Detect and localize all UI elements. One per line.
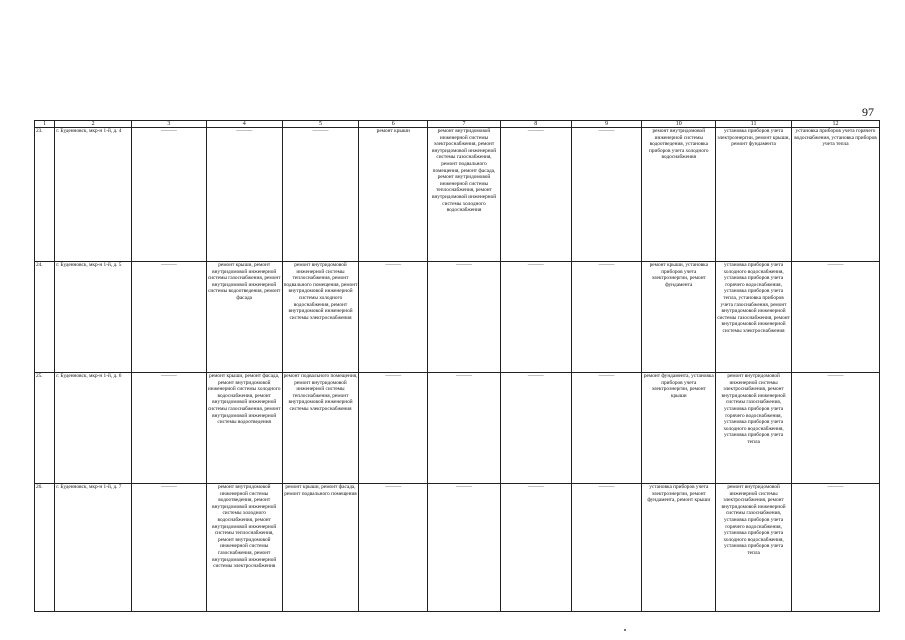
cell-col6: ——— <box>359 484 428 612</box>
cell-col8: ——— <box>500 262 571 373</box>
column-header: 9 <box>571 121 642 128</box>
cell-col11: установка приборов учета электроэнергии, ремонт крыши, ремонт фундамента <box>716 128 792 262</box>
table-row <box>35 128 880 262</box>
column-header: 5 <box>282 121 359 128</box>
cell-col3: ——— <box>132 373 207 484</box>
address-cell: г. Буденновск, мкр-н 1-й, д. 7 <box>55 484 132 612</box>
cell-col9: ——— <box>571 262 642 373</box>
cell-col9: ——— <box>571 373 642 484</box>
address-cell: г. Буденновск, мкр-н 1-й, д. 4 <box>55 128 132 262</box>
cell-col5: ремонт внутридомовой инженерной системы теплоснабжения, ремонт подвального помещения, ремонт внутридомовой инженерной системы холодного водоснабжения, ремонт внутридомовой инженерной системы электроснабжения <box>282 262 359 373</box>
cell-col9: ——— <box>571 128 642 262</box>
cell-col7: ——— <box>428 373 501 484</box>
table-row <box>35 373 880 484</box>
column-header: 8 <box>500 121 571 128</box>
cell-col3: ——— <box>132 484 207 612</box>
works-table <box>34 120 880 612</box>
cell-col10: установка приборов учета электроэнергии, ремонт фундамента, ремонт крыши <box>642 484 716 612</box>
cell-col10: ремонт крыши, установка приборов учета электроэнергии, ремонт фундамента <box>642 262 716 373</box>
cell-col7: ——— <box>428 484 501 612</box>
cell-col5: ремонт подвального помещения, ремонт внутридомовой инженерной системы теплоснабжения, ремонт внутридомовой инженерной системы электроснабжения <box>282 373 359 484</box>
cell-col7: ——— <box>428 262 501 373</box>
cell-col7: ремонт внутридомовой инженерной системы электроснабжения, ремонт внутридомовой инженерной системы газоснабжения, ремонт подвального помещения, ремонт фасада, ремонт внутридомовой инженерной системы теплоснабжения, ремонт внутридомовой инженерной системы холодного водоснабжения <box>428 128 501 262</box>
column-number-row <box>35 121 880 128</box>
cell-col8: ——— <box>500 128 571 262</box>
cell-col5: ремонт крыши, ремонт фасада, ремонт подвального помещения <box>282 484 359 612</box>
column-header: 11 <box>716 121 792 128</box>
cell-col3: ——— <box>132 262 207 373</box>
cell-col8: ——— <box>500 373 571 484</box>
row-number: 24. <box>35 262 55 373</box>
address-cell: г. Буденновск, мкр-н 1-й, д. 5 <box>55 262 132 373</box>
cell-col5: ——— <box>282 128 359 262</box>
cell-col4: ремонт крыши, ремонт внутридомовой инженерной системы газоснабжения, ремонт внутридомовой инженерной системы водоотведения, ремонт фасада <box>206 262 282 373</box>
row-number: 25. <box>35 373 55 484</box>
column-header: 3 <box>132 121 207 128</box>
column-header: 4 <box>206 121 282 128</box>
cell-col6: ремонт крыши <box>359 128 428 262</box>
cell-col12: ——— <box>791 373 879 484</box>
cell-col10: ремонт фундамента, установка приборов учета электроэнергии, ремонт крыши <box>642 373 716 484</box>
cell-col11: установка приборов учета холодного водоснабжения, установка приборов учета горячего водоснабжения, установка приборов учета тепла, установка приборов учета газоснабжения, ремонт внутридомовой инженерной системы газоснабжения, ремонт внутридомовой инженерной системы электроснабжения <box>716 262 792 373</box>
column-header: 6 <box>359 121 428 128</box>
cell-col11: ремонт внутридомовой инженерной системы электроснабжения, ремонт внутридомовой инженерной системы газоснабжения, установка приборов учета горячего водоснабжения, установка приборов учета холодного водоснабжения, установка приборов учета тепла <box>716 484 792 612</box>
page-number: 97 <box>862 105 874 119</box>
column-header: 1 <box>35 121 55 128</box>
column-header: 10 <box>642 121 716 128</box>
cell-col4: ремонт внутридомовой инженерной системы водоотведения, ремонт внутридомовой инженерной системы холодного водоснабжения, ремонт внутридомовой инженерной системы теплоснабжения, ремонт внутридомовой инженерной системы газоснабжения, ремонт внутридомовой инженерной системы электроснабжения <box>206 484 282 612</box>
column-header: 7 <box>428 121 501 128</box>
row-number: 23. <box>35 128 55 262</box>
table-row <box>35 262 880 373</box>
cell-col11: ремонт внутридомовой инженерной системы электроснабжения, ремонт внутридомовой инженерной системы газоснабжения, установка приборов учета горячего водоснабжения, установка приборов учета холодного водоснабжения, установка приборов учета тепла <box>716 373 792 484</box>
column-header: 2 <box>55 121 132 128</box>
scan-speck <box>624 629 626 631</box>
cell-col10: ремонт внутридомовой инженерной системы водоотведения, установка приборов учета холодного водоснабжения <box>642 128 716 262</box>
address-cell: г. Буденновск, мкр-н 1-й, д. 6 <box>55 373 132 484</box>
cell-col4: ремонт крыши, ремонт фасада, ремонт внутридомовой инженерной системы холодного водоснабжения, ремонт внутридомовой инженерной системы газоснабжения, ремонт внутридомовой инженерной системы водоотведения <box>206 373 282 484</box>
cell-col12: ——— <box>791 484 879 612</box>
table-row <box>35 484 880 612</box>
cell-col8: ——— <box>500 484 571 612</box>
row-number: 26. <box>35 484 55 612</box>
cell-col4: ——— <box>206 128 282 262</box>
cell-col12: ——— <box>791 262 879 373</box>
cell-col6: ——— <box>359 262 428 373</box>
cell-col9: ——— <box>571 484 642 612</box>
column-header: 12 <box>791 121 879 128</box>
cell-col12: установка приборов учета горячего водоснабжения, установка приборов учета тепла <box>791 128 879 262</box>
cell-col6: ——— <box>359 373 428 484</box>
cell-col3: ——— <box>132 128 207 262</box>
